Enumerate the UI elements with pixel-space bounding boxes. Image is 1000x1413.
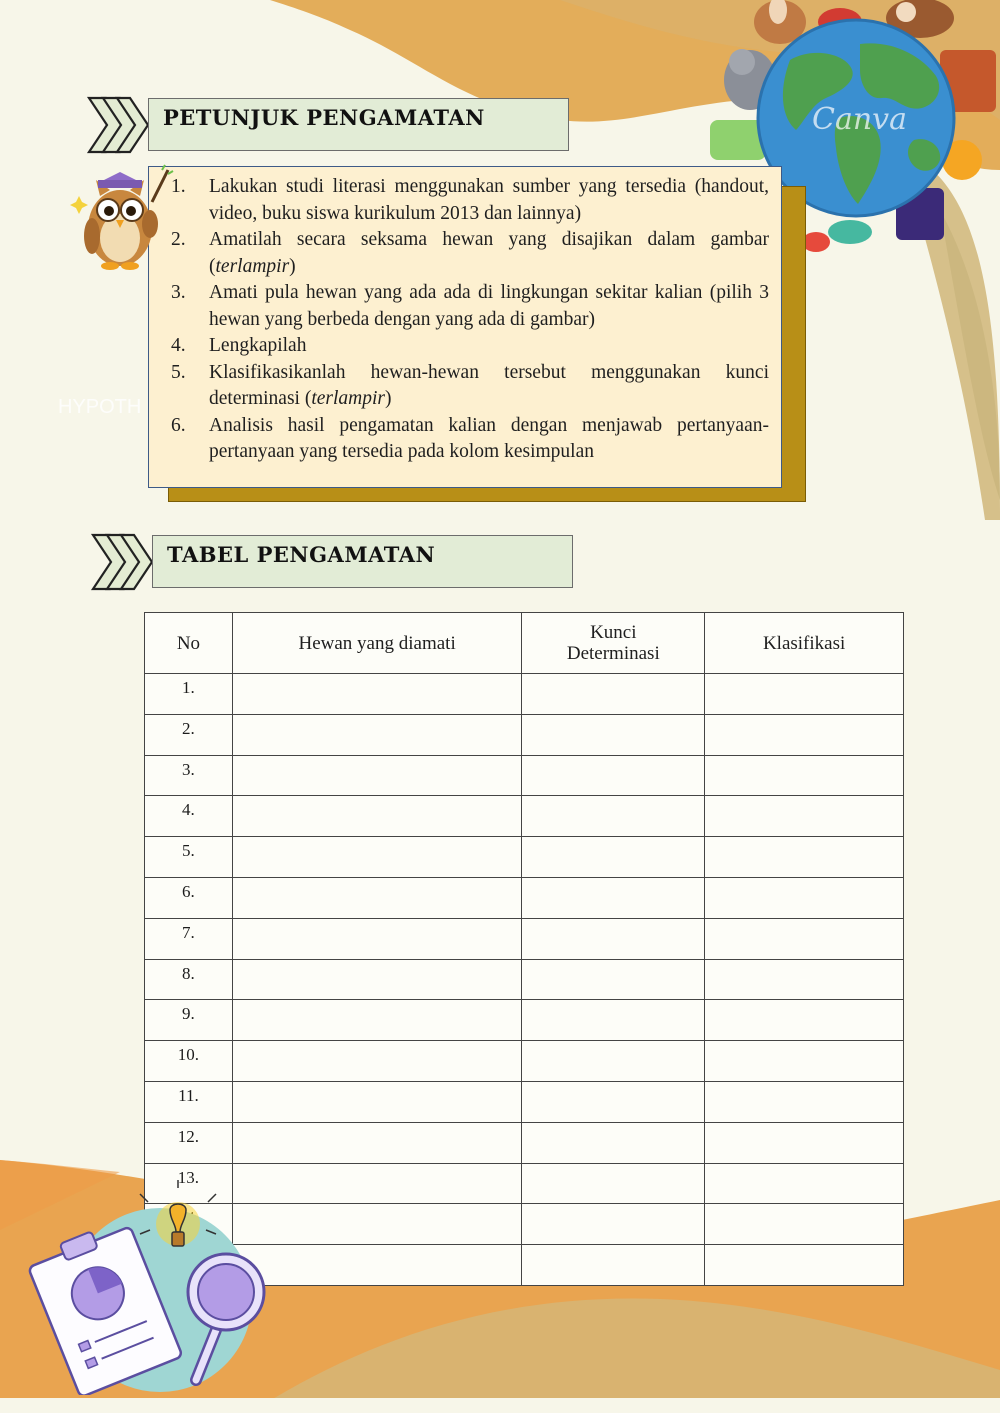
row-number: 9. <box>145 1000 233 1041</box>
cell-key[interactable] <box>522 714 705 755</box>
cell-key[interactable] <box>522 674 705 715</box>
turtle-icon <box>828 220 872 244</box>
cell-key[interactable] <box>522 918 705 959</box>
column-header-animal: Hewan yang diamati <box>232 613 522 674</box>
watermark-canva: Canva <box>812 102 907 137</box>
table-header-row <box>145 613 904 674</box>
cell-classification[interactable] <box>705 1122 904 1163</box>
column-header-key: Kunci Determinasi <box>522 613 705 674</box>
cell-key[interactable] <box>522 1122 705 1163</box>
column-header-classification: Klasifikasi <box>705 613 904 674</box>
cell-animal[interactable] <box>232 877 522 918</box>
row-number: 4. <box>145 796 233 837</box>
instruction-text: Amati pula hewan yang ada ada di lingkungan sekitar kalian (pilih 3 hewan yang berbeda dengan yang ada di gambar) <box>209 282 769 330</box>
row-number: 6. <box>145 877 233 918</box>
cell-key[interactable] <box>522 1245 705 1286</box>
table-row <box>145 1122 904 1163</box>
cell-classification[interactable] <box>705 1081 904 1122</box>
instruction-emphasis: terlampir <box>215 255 290 277</box>
cell-classification[interactable] <box>705 959 904 1000</box>
table-row <box>145 1000 904 1041</box>
row-number: 11. <box>145 1081 233 1122</box>
cell-classification[interactable] <box>705 796 904 837</box>
cell-animal[interactable] <box>232 674 522 715</box>
cell-classification[interactable] <box>705 1000 904 1041</box>
instruction-number: 1. <box>171 176 186 197</box>
table-row <box>145 837 904 878</box>
instruction-text: Amatilah secara seksama hewan yang disajikan dalam gambar (terlampir) <box>209 229 769 277</box>
cell-animal[interactable] <box>232 1041 522 1082</box>
row-number: 8. <box>145 959 233 1000</box>
cell-animal[interactable] <box>232 1122 522 1163</box>
instruction-item <box>171 174 769 227</box>
instruction-item <box>171 280 769 333</box>
instruction-text: Klasifikasikanlah hewan-hewan tersebut menggunakan kunci determinasi (terlampir) <box>209 361 769 409</box>
cell-classification[interactable] <box>705 1245 904 1286</box>
instruction-item <box>171 413 769 466</box>
instruction-number: 5. <box>171 361 186 383</box>
row-number: 1. <box>145 674 233 715</box>
table-row <box>145 918 904 959</box>
cell-classification[interactable] <box>705 755 904 796</box>
cell-animal[interactable] <box>232 1000 522 1041</box>
cell-classification[interactable] <box>705 1041 904 1082</box>
cell-animal[interactable] <box>232 959 522 1000</box>
cell-key[interactable] <box>522 959 705 1000</box>
instructions-title: PETUNJUK PENGAMATAN <box>148 98 569 151</box>
chevrons-icon <box>90 533 154 591</box>
table-row <box>145 1081 904 1122</box>
table-row <box>145 674 904 715</box>
row-number: 2. <box>145 714 233 755</box>
table-row <box>145 959 904 1000</box>
table-row <box>145 796 904 837</box>
cell-key[interactable] <box>522 1041 705 1082</box>
cell-key[interactable] <box>522 1163 705 1204</box>
instruction-number: 2. <box>171 229 186 250</box>
clipboard-magnifier-illustration <box>20 1180 290 1395</box>
row-number: 13. <box>145 1163 233 1204</box>
instructions-box <box>148 166 782 488</box>
table-title: TABEL PENGAMATAN <box>152 535 573 588</box>
row-number: 7. <box>145 918 233 959</box>
table-row <box>145 1041 904 1082</box>
cell-animal[interactable] <box>232 796 522 837</box>
table-row <box>145 714 904 755</box>
cell-animal[interactable] <box>232 755 522 796</box>
cell-key[interactable] <box>522 837 705 878</box>
cell-classification[interactable] <box>705 714 904 755</box>
instructions-list <box>171 174 769 466</box>
table-row <box>145 877 904 918</box>
cell-classification[interactable] <box>705 877 904 918</box>
row-number: 5. <box>145 837 233 878</box>
instruction-text: Analisis hasil pengamatan kalian dengan menjawab pertanyaan-pertanyaan yang tersedia pada kolom kesimpulan <box>209 414 769 462</box>
cell-key[interactable] <box>522 1000 705 1041</box>
cell-key[interactable] <box>522 877 705 918</box>
cell-classification[interactable] <box>705 674 904 715</box>
instruction-number: 3. <box>171 282 186 303</box>
instruction-item <box>171 333 769 360</box>
instruction-item <box>171 227 769 280</box>
cell-key[interactable] <box>522 1081 705 1122</box>
chevrons-icon <box>86 96 150 154</box>
cell-animal[interactable] <box>232 837 522 878</box>
cell-key[interactable] <box>522 755 705 796</box>
instruction-number: 4. <box>171 335 186 356</box>
row-number: 3. <box>145 755 233 796</box>
cell-key[interactable] <box>522 1204 705 1245</box>
cell-classification[interactable] <box>705 1204 904 1245</box>
owl-teacher-icon <box>70 164 180 274</box>
cell-classification[interactable] <box>705 1163 904 1204</box>
column-header-no: No <box>145 613 233 674</box>
row-number: 10. <box>145 1041 233 1082</box>
cell-animal[interactable] <box>232 918 522 959</box>
instruction-item <box>171 360 769 413</box>
watermark-ghost-text: HYPOTH <box>58 396 142 418</box>
cell-classification[interactable] <box>705 837 904 878</box>
cell-animal[interactable] <box>232 714 522 755</box>
row-number: 12. <box>145 1122 233 1163</box>
cell-classification[interactable] <box>705 918 904 959</box>
instruction-emphasis: terlampir <box>311 388 386 409</box>
instruction-number: 6. <box>171 414 186 436</box>
table-row <box>145 755 904 796</box>
instruction-text: Lengkapilah <box>209 335 307 356</box>
cell-key[interactable] <box>522 796 705 837</box>
instruction-text: Lakukan studi literasi menggunakan sumber yang tersedia (handout, video, buku siswa kurikulum 2013 dan lainnya) <box>209 176 769 224</box>
cell-animal[interactable] <box>232 1081 522 1122</box>
